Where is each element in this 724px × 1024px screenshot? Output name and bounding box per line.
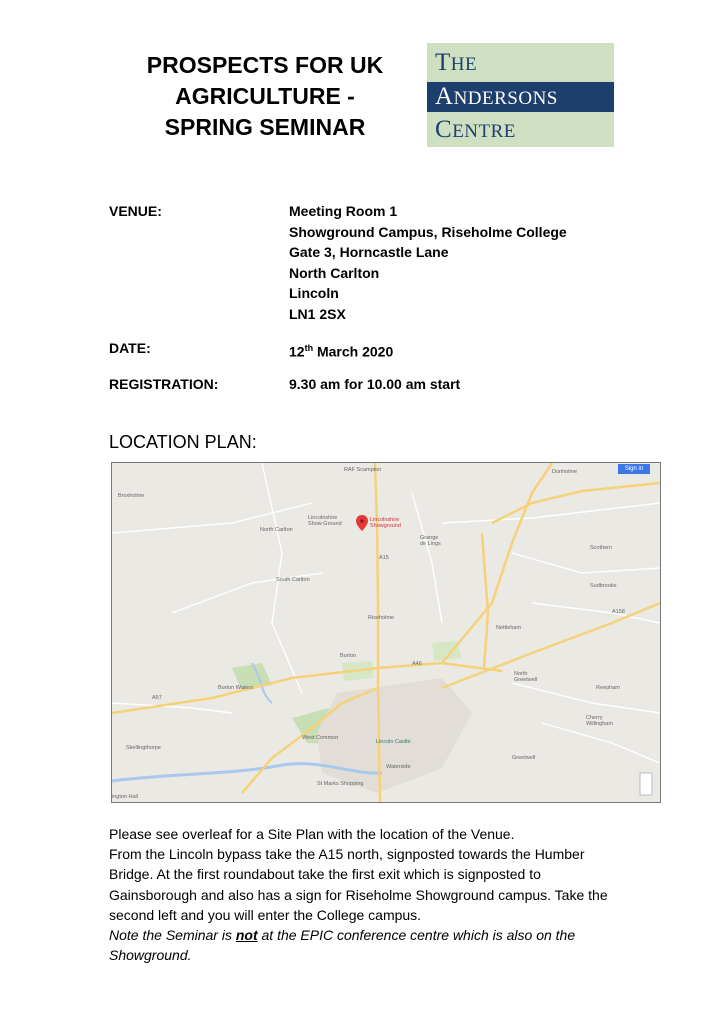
logo-line-2: ANDERSONS (435, 83, 558, 110)
map-label-lincoln-castle: Lincoln Castle (376, 739, 411, 745)
map-label-reepham: Reepham (596, 685, 620, 691)
map-label-hall: ington Hall (112, 794, 138, 800)
registration-value: 9.30 am for 10.00 am start (289, 376, 461, 392)
map-label-showground-2: Showground (370, 523, 401, 529)
map-label-raf: RAF Scampton (344, 467, 382, 473)
map-label-grange-2: de Lings (420, 541, 441, 547)
map-label-dunholme: Dunholme (552, 469, 578, 475)
map-label-a57: A57 (152, 695, 162, 701)
map-label-waterside: Waterside (386, 764, 411, 770)
note-post: at the EPIC conference centre which is also on the Showground. (109, 927, 576, 964)
map-label-greetwell-north: Greetwell (514, 677, 538, 683)
logo-line-3: CENTRE (435, 116, 516, 143)
logo-line-1: THE (435, 49, 478, 76)
map-label-sudbrooke: Sudbrooke (590, 583, 617, 589)
map-label-grange: Grange (420, 535, 439, 541)
venue-line: Meeting Room 1 (289, 203, 398, 219)
page-title (120, 50, 410, 143)
directions-p1: Please see overleaf for a Site Plan with the location of the Venue. (109, 826, 515, 842)
map-label-south-carlton: South Carlton (276, 577, 310, 583)
map-label-north: North (514, 671, 528, 677)
map-label-nettleham: Nettleham (496, 625, 522, 631)
map-label-scothern: Scothern (590, 545, 613, 551)
date-label: DATE: (109, 340, 151, 356)
date-rest: March 2020 (313, 343, 394, 360)
map-label-burton: Burton (340, 653, 357, 659)
map-label-skellingthorpe: Skellingthorpe (126, 745, 161, 751)
venue-label: VENUE: (109, 203, 162, 219)
date-day: 12 (289, 343, 305, 360)
map-label-greetwell: Greetwell (512, 755, 536, 761)
note-pre: Note the Seminar is (109, 927, 236, 944)
map-label-broxholme: Broxholme (118, 493, 145, 499)
location-plan-heading: LOCATION PLAN: (109, 432, 257, 452)
venue-line: LN1 2SX (289, 305, 346, 322)
map-label-willingham: Willingham (586, 721, 613, 727)
map-label-a158: A158 (612, 609, 625, 615)
registration-label: REGISTRATION: (109, 376, 219, 392)
date-value (289, 338, 393, 362)
map-label-a15: A15 (379, 555, 389, 561)
map-label-show-ground-2: Show Ground (308, 521, 342, 527)
map-label-riseholme: Riseholme (368, 615, 394, 621)
venue-line: Lincoln (289, 285, 339, 302)
venue-line: Showground Campus, Riseholme College (289, 223, 567, 240)
venue-line: North Carlton (289, 264, 380, 281)
map-label-show-ground: Lincolnshire (308, 515, 338, 521)
venue-line: Gate 3, Horncastle Lane (289, 244, 449, 261)
date-suffix: th (304, 343, 314, 353)
zoom-control[interactable] (640, 773, 652, 795)
map-graphic (112, 463, 660, 802)
title-line-2: AGRICULTURE - (175, 83, 355, 109)
directions-text (109, 824, 619, 965)
directions-p2: From the Lincoln bypass take the A15 north, signposted towards the Humber Bridge. At the first roundabout take the first exit which is signposted to Gainsborough and also has a sign for Riseholme Showground campus. Take the second left and you will enter the College campus. (109, 846, 608, 923)
map-label-st-marks: St Marks Shopping (317, 781, 364, 787)
directions-note (109, 925, 619, 965)
map-label-west-common: West Common (302, 735, 339, 741)
andersons-centre-logo (427, 43, 614, 147)
map-label-cherry: Cherry (586, 715, 603, 721)
title-line-3: SPRING SEMINAR (164, 114, 366, 140)
title-line-1: PROSPECTS FOR UK (146, 52, 384, 78)
venue-address (289, 201, 567, 325)
map-label-showground: Lincolnshire (370, 517, 400, 523)
location-map[interactable] (111, 462, 661, 803)
note-not: not (235, 927, 258, 944)
map-label-a46: A46 (412, 661, 422, 667)
map-label-burton-waters: Burton Waters (218, 685, 253, 691)
map-label-north-carlton: North Carlton (260, 527, 293, 533)
sign-in-button[interactable]: Sign in (618, 464, 650, 474)
